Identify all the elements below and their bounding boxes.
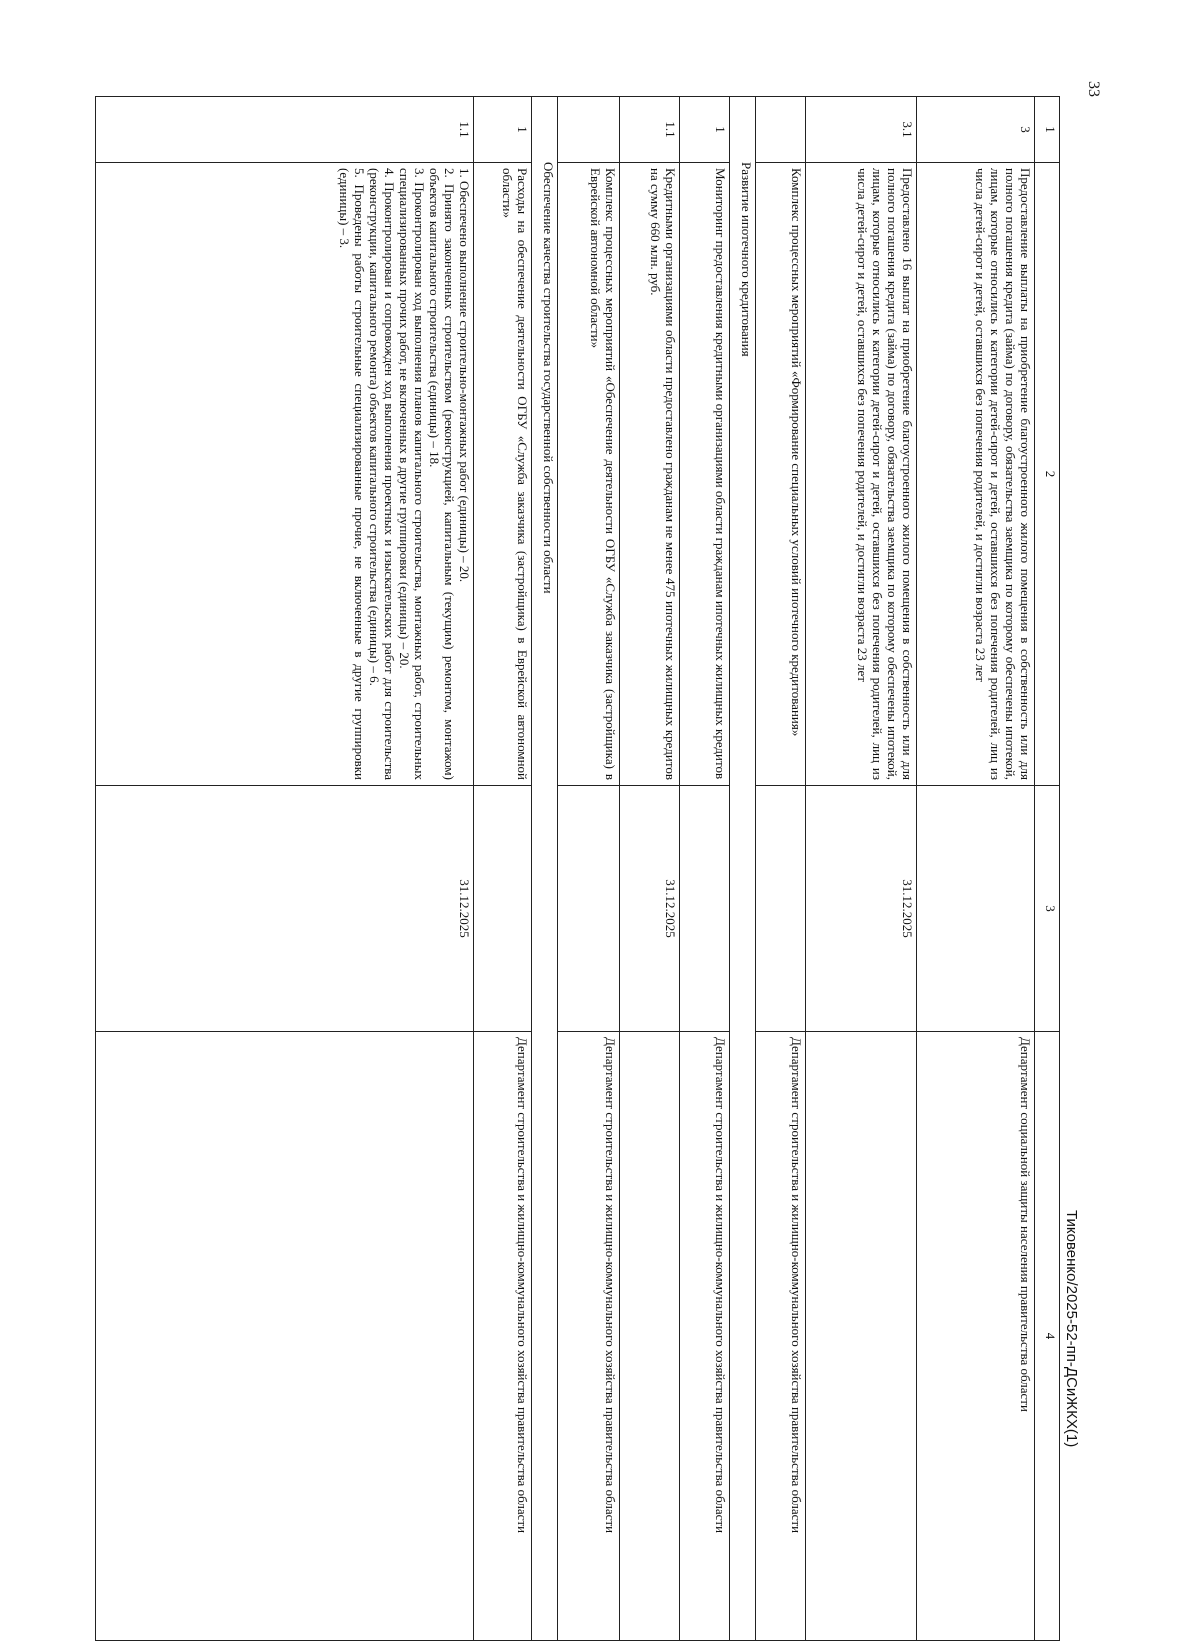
row-deadline — [474, 786, 532, 1032]
row-description: Мониторинг предоставления кредитными организациями области гражданам ипотечных жилищных кредитов — [680, 163, 730, 786]
document-code: Тиковенко/2025-52-пп-ДСиЖКХ(1) — [1063, 1210, 1080, 1448]
section-title-text: Обеспечение качества строительства государственной собственности области — [541, 162, 556, 594]
row-number — [756, 97, 806, 163]
table-row — [620, 97, 680, 1641]
header-col-3: 3 — [1035, 786, 1060, 1032]
table-row — [558, 97, 620, 1641]
page-number: 33 — [1085, 81, 1102, 97]
table-row — [96, 97, 474, 1641]
table-row — [806, 97, 917, 1641]
section-title-text: Развитие ипотечного кредитования — [739, 162, 754, 357]
row-description: Комплекс процессных мероприятий «Обеспечение деятельности ОГБУ «Служба заказчика (застройщика) в Еврейской автономной области» — [558, 163, 620, 786]
row-description: Предоставление выплаты на приобретение благоустроенного жилого помещения в собственность или для полного погашения кредита (займа) по договору, обязательства заемщика по которому обеспечены ипотекой, лицам, которые относились к категории детей-сирот и детей, оставшихся без попечения родителей, лиц из числа детей-сирот и детей, оставшихся без попечения родителей, и достигли возраста 23 лет — [917, 163, 1035, 786]
row-number: 1.1 — [620, 97, 680, 163]
plan-table — [95, 96, 1060, 1641]
header-col-4: 4 — [1035, 1032, 1060, 1641]
row-responsible — [806, 1032, 917, 1641]
row-responsible — [620, 1032, 680, 1641]
section-title — [532, 97, 558, 1641]
row-deadline — [558, 786, 620, 1032]
row-description: Кредитными организациями области предоставлено гражданам не менее 475 ипотечных жилищных кредитов на сумму 660 млн. руб. — [620, 163, 680, 786]
row-deadline: 31.12.2025 — [620, 786, 680, 1032]
row-deadline — [756, 786, 806, 1032]
row-description: Расходы на обеспечение деятельности ОГБУ «Служба заказчика (застройщика) в Еврейской автономной области» — [474, 163, 532, 786]
row-number: 1 — [680, 97, 730, 163]
row-deadline: 31.12.2025 — [806, 786, 917, 1032]
row-deadline — [917, 786, 1035, 1032]
header-col-2: 2 — [1035, 163, 1060, 786]
row-number: 1 — [474, 97, 532, 163]
row-responsible: Департамент строительства и жилищно-коммунального хозяйства правительства области — [756, 1032, 806, 1641]
row-deadline: 31.12.2025 — [96, 786, 474, 1032]
section-title — [730, 97, 756, 1641]
row-responsible — [96, 1032, 474, 1641]
table-row — [474, 97, 532, 1641]
table-row — [917, 97, 1035, 1641]
section-row — [532, 97, 558, 1641]
row-responsible: Департамент строительства и жилищно-коммунального хозяйства правительства области — [558, 1032, 620, 1641]
table-row — [680, 97, 730, 1641]
row-deadline — [680, 786, 730, 1032]
row-responsible: Департамент строительства и жилищно-коммунального хозяйства правительства области — [474, 1032, 532, 1641]
row-description: 1. Обеспечено выполнение строительно-монтажных работ (единицы) – 20. 2. Принято законченных строительством (реконструкцией, капитальным (текущим) ремонтом, монтажом) объектов капитального строительства (единицы) – 18. 3. Проконтролирован ход выполнения планов капитального строительства, монтажных работ, строительных специализированных прочих работ, не включенных в другие группировки (единицы) – 20. 4. Проконтролирован и сопровожден ход выполнения проектных и изыскательских работ для строительства (реконструкции, капитального ремонта) объектов капитального строительства (единицы) – 6. 5. Проведены работы строительные специализированные прочие, не включенные в другие группировки (единицы) – 3. — [96, 163, 474, 786]
plan-table-container — [95, 96, 1060, 1596]
section-row — [730, 97, 756, 1641]
header-col-1: 1 — [1035, 97, 1060, 163]
row-number: 3.1 — [806, 97, 917, 163]
row-number: 1.1 — [96, 97, 474, 163]
row-responsible: Департамент социальной защиты населения правительства области — [917, 1032, 1035, 1641]
row-number: 3 — [917, 97, 1035, 163]
row-description: Комплекс процессных мероприятий «Формирование специальных условий ипотечного кредитования» — [756, 163, 806, 786]
row-description: Предоставлено 16 выплат на приобретение благоустроенного жилого помещения в собственность или для полного погашения кредита (займа) по договору, обязательства заемщика по которому обеспечены ипотекой, лицам, которые относились к категории детей-сирот и детей, оставшихся без попечения родителей, лиц из числа детей-сирот и детей, оставшихся без попечения родителей, и достигли возраста 23 лет — [806, 163, 917, 786]
row-responsible: Департамент строительства и жилищно-коммунального хозяйства правительства области — [680, 1032, 730, 1641]
row-number — [558, 97, 620, 163]
table-row — [756, 97, 806, 1641]
